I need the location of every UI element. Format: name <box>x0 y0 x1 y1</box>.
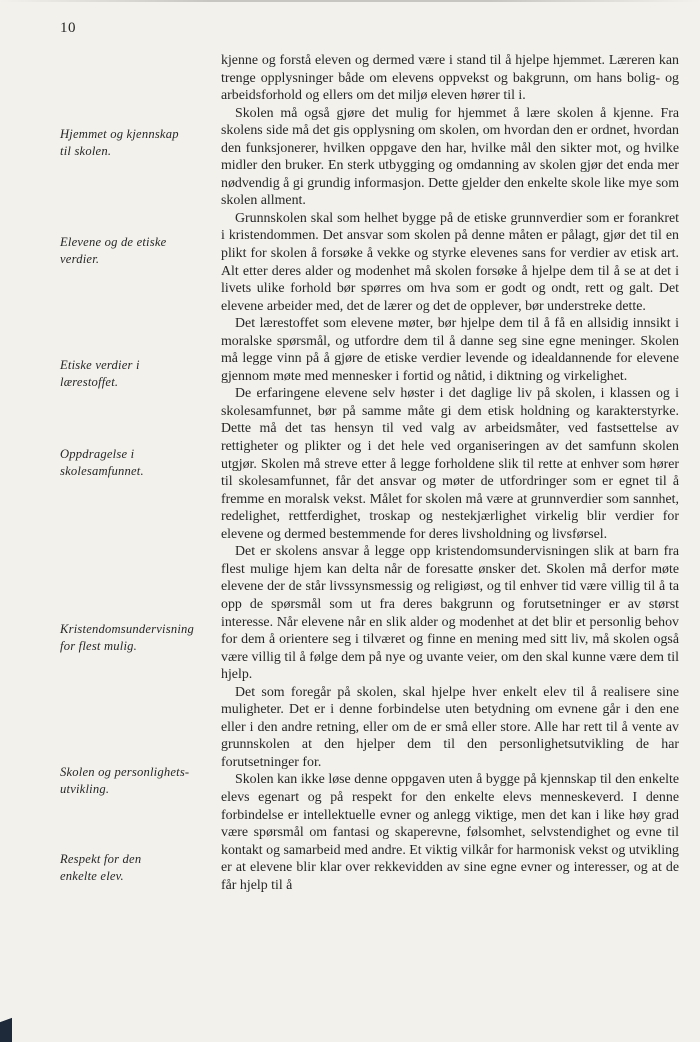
paragraph: Det er skolens ansvar å legge opp kristendomsundervisningen slik at barn fra flest mulige hjem kan delta når de foresatte ønsker det. Skolen må derfor møte elevene der de står livssynsmessig og religiøst, og til enhver tid være villig til å ta opp de spørsmål som ut fra deres bakgrunn og forutsetninger er av størst interesse. Når elevene når en slik alder og modenhet at det blir et personlig behov for dem å orientere seg i tilværet og finne en mening med sitt liv, må skolen også være villig til å følge dem på nye og uvante veier, om den skal kunne være dem til hjelp. <box>221 544 679 683</box>
side-note-line: Skolen og personlighets- <box>60 765 190 779</box>
side-note-line: verdier. <box>60 252 100 266</box>
paragraph: Det lærestoffet som elevene møter, bør hjelpe dem til å få en allsidig innsikt i moralske spørsmål, og utfordre dem til å danne seg sine egne meninger. Skolen må legge vinn på å gjøre de etiske verdier levende og idealdannende for elevene gjennom møte med mennesker i fortid og nåtid, i diktning og virkelighet. <box>221 316 679 384</box>
page-number: 10 <box>60 20 76 36</box>
side-note-skolen <box>60 764 210 798</box>
side-note-line: skolesamfunnet. <box>60 464 144 478</box>
paragraph: De erfaringene elevene selv høster i det daglige liv på skolen, i klassen og i skolesamfunnet, bør på samme måte gi dem etisk holdning og karakterstyrke. Dette må det tas hensyn til ved valg av arbeidsmåter, ved fastsettelse av rettigheter og plikter og i det hele ved organiseringen av det samfunn skolen utgjør. Skolen må streve etter å legge forholdene slik til rette at enhver som hører til skolesamfunnet, får det ansvar og møter de utfordringer som er egnet til å fremme en moralsk vekst. Målet for skolen må være at grunnverdier som sannhet, redelighet, rettferdighet, troskap og nestekjærlighet virkelig blir verdier for elevene og dermed bestemmende for deres livsholdning og livsførsel. <box>221 386 679 542</box>
side-note-line: Etiske verdier i <box>60 358 140 372</box>
side-note-line: Hjemmet og kjennskap <box>60 127 179 141</box>
paragraph: Skolen må også gjøre det mulig for hjemmet å lære skolen å kjenne. Fra skolens side må det gis opplysning om skolen, om hvordan den er ordnet, hvordan den funksjonerer, hvilken oppgave den har, hvilke mål den sikter mot, og hvilke midler den bruker. En sterk utbygging og omdanning av skolen gjør det enda mer nødvendig å gi grundig informasjon. Dette gjelder den enkelte skole like mye som skolen allment. <box>221 105 679 209</box>
side-note-line: Oppdragelse i <box>60 447 135 461</box>
side-note-line: Respekt for den <box>60 852 142 866</box>
side-note-kristendom <box>60 621 210 655</box>
side-note-hjemmet <box>60 126 210 160</box>
side-note-line: lærestoffet. <box>60 375 119 389</box>
page-top-edge <box>0 0 700 2</box>
side-note-respekt <box>60 851 210 885</box>
side-note-line: til skolen. <box>60 144 112 158</box>
side-note-line: Elevene og de etiske <box>60 235 167 249</box>
side-note-etiske <box>60 357 210 391</box>
paragraph: Grunnskolen skal som helhet bygge på de etiske grunnverdier som er forankret i kristendommen. Det ansvar som skolen på denne måten er pålagt, gjør det til en plikt for skolen å forsøke å vekke og styrke elevenes sans for verdier av etisk art. Alt etter deres alder og modenhet må skolen forsøke å hjelpe dem til å se at det i livets ulike forhold bør spørres om hva som er godt og ondt, rett og galt. Det elevene arbeider med, det de lærer og det de opplever, bør understreke dette. <box>221 210 679 314</box>
side-note-elevene <box>60 234 210 268</box>
paragraph: Skolen kan ikke løse denne oppgaven uten å bygge på kjennskap til den enkelte elevs egenart og på respekt for den enkelte elevs menneskeverd. I denne forbindelse er intellektuelle evner og anlegg viktige, men det kan i like høy grad være spørsmål om fantasi og skaperevne, følsomhet, selvstendighet og evne til kontakt og samarbeid med andre. Et viktig vilkår for harmonisk vekst og utvikling er at elevene blir klar over rekkevidden av sine egne evner og interesser, og at de får hjelp til å <box>221 772 679 893</box>
side-note-line: Kristendomsundervisning <box>60 622 195 636</box>
side-note-line: for flest mulig. <box>60 639 138 653</box>
side-note-line: enkelte elev. <box>60 869 124 883</box>
paragraph: Det som foregår på skolen, skal hjelpe hver enkelt elev til å realisere sine muligheter. Det er i denne forbindelse uten betydning om evnene går i den ene eller i den andre retning, eller om de er små eller store. Alle har rett til å vente av grunnskolen at den hjelper dem til den personlighetsutvikling de har forutsetninger for. <box>221 684 679 770</box>
side-note-oppdragelse <box>60 446 210 480</box>
scan-corner-shadow <box>0 1002 12 1042</box>
paragraph: kjenne og forstå eleven og dermed være i stand til å hjelpe hjemmet. Læreren kan trenge opplysninger både om elevens oppvekst og bakgrunn, om hans bolig- og arbeidsforhold og ellers om det miljø eleven hører til i. <box>221 53 679 104</box>
side-note-line: utvikling. <box>60 782 110 796</box>
body-text <box>221 52 679 894</box>
